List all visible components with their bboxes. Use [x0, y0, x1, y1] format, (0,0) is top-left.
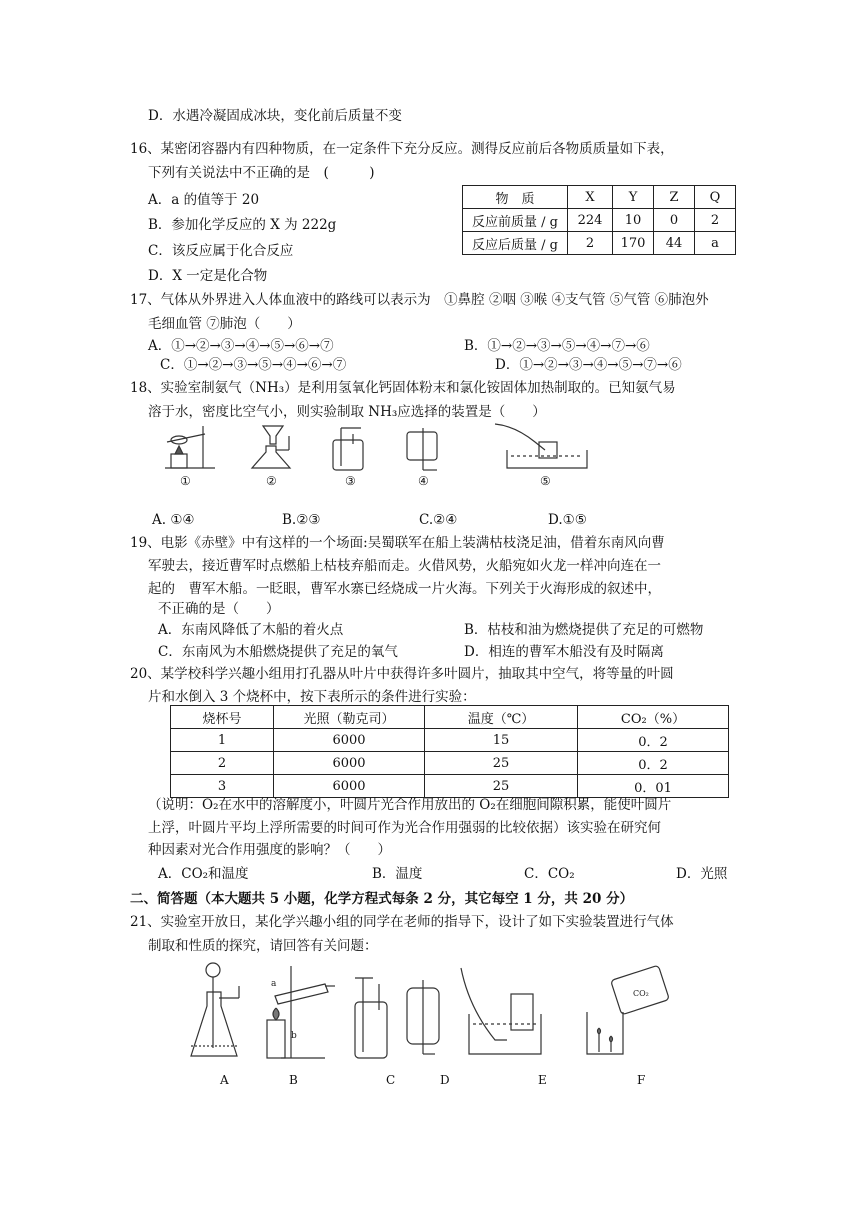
table-cell: 1: [171, 729, 274, 752]
q21-figure-label: F: [637, 1073, 646, 1087]
table-cell: 0．2: [578, 752, 729, 775]
q19-option-a: A．东南风降低了木船的着火点: [158, 622, 344, 638]
q19-option-b: B．枯枝和油为燃烧提供了充足的可燃物: [464, 622, 704, 638]
table-header-row: [171, 706, 729, 729]
q20-option-a: A．CO₂和温度: [158, 866, 249, 882]
q18-figure-label: ②: [266, 474, 277, 488]
q16-stem-line2: 下列有关说法中不正确的是 ( ): [148, 165, 375, 181]
table-cell: 44: [654, 232, 695, 255]
table-cell: 反应后质量 / g: [463, 232, 568, 255]
table-cell: 2: [568, 232, 613, 255]
q21-co2-label: CO₂: [633, 989, 649, 998]
q20-stem-line1: 20、某学校科学兴趣小组用打孔器从叶片中获得许多叶圆片，抽取其中空气，将等量的叶圆: [130, 666, 674, 682]
table-cell: a: [695, 232, 736, 255]
table-header-cell: 物 质: [463, 186, 568, 209]
table-row: [463, 209, 736, 232]
table-header-cell: 烧杯号: [171, 706, 274, 729]
q20-stem-line2: 片和水倒入 3 个烧杯中，按下表所示的条件进行实验：: [148, 689, 476, 705]
table-cell: 0．01: [578, 775, 729, 798]
q20-experiment-table: [170, 705, 729, 798]
table-header-cell: 温度（℃）: [425, 706, 578, 729]
table-row: [171, 752, 729, 775]
q19-stem-line2: 军驶去，接近曹军时点燃船上枯枝弃船而走。火借风势，火船宛如火龙一样冲向连在一: [148, 558, 661, 574]
table-cell: 2: [171, 752, 274, 775]
q21-figure-label: C: [386, 1073, 396, 1087]
table-cell: 0．2: [578, 729, 729, 752]
table-cell: 6000: [274, 729, 425, 752]
table-cell: 6000: [274, 775, 425, 798]
table-header-cell: Y: [613, 186, 654, 209]
q17-stem-line2: 毛细血管 ⑦肺泡（ ）: [148, 316, 301, 332]
table-cell: 25: [425, 775, 578, 798]
q16-option-a: A．a 的值等于 20: [148, 192, 260, 208]
q17-option-d: D．①→②→③→④→⑤→⑦→⑥: [495, 357, 682, 373]
q21-stem-line2: 制取和性质的探究，请回答有关问题：: [148, 938, 378, 954]
q16-option-b: B．参加化学反应的 X 为 222g: [148, 217, 337, 233]
section-heading: 二、简答题（本大题共 5 小题，化学方程式每条 2 分，其它每空 1 分，共 20 分）: [130, 891, 634, 907]
table-header-cell: 光照（勒克司）: [274, 706, 425, 729]
q15-option-d: D．水遇冷凝固成冰块，变化前后质量不变: [148, 108, 402, 124]
table-header-cell: Q: [695, 186, 736, 209]
q18-option-c: C.②④: [419, 512, 458, 528]
table-cell: 10: [613, 209, 654, 232]
q19-stem-line1: 19、电影《赤壁》中有这样的一个场面:吴蜀联军在船上装满枯枝浇足油，借着东南风向曹: [130, 535, 665, 551]
q19-option-d: D．相连的曹军木船没有及时隔离: [464, 644, 664, 660]
q18-option-a: A. ①④: [152, 512, 195, 528]
q20-note-line2: 上浮，叶圆片平均上浮所需要的时间可作为光合作用强弱的比较依据）该实验在研究何: [148, 820, 661, 836]
table-cell: 15: [425, 729, 578, 752]
q17-stem-line1: 17、气体从外界进入人体血液中的路线可以表示为 ①鼻腔 ②咽 ③喉 ④支气管 ⑤气管 ⑥肺泡外: [130, 292, 709, 308]
q16-mass-table: [462, 185, 736, 255]
q21-figure-label: B: [289, 1073, 298, 1087]
table-header-cell: Z: [654, 186, 695, 209]
q20-note-line1: （说明：O₂在水中的溶解度小，叶圆片光合作用放出的 O₂在细胞间隙积累，能使叶圆片: [148, 797, 672, 813]
q16-option-d: D．X 一定是化合物: [148, 268, 268, 284]
q17-option-c: C．①→②→③→⑤→④→⑥→⑦: [160, 357, 347, 373]
q18-apparatus-figure: [155, 420, 595, 488]
q21-label-b: b: [291, 1031, 297, 1041]
table-header-row: [463, 186, 736, 209]
table-cell: 3: [171, 775, 274, 798]
table-cell: 170: [613, 232, 654, 255]
q20-option-c: C．CO₂: [524, 866, 575, 882]
table-row: [463, 232, 736, 255]
q17-option-a: A．①→②→③→④→⑤→⑥→⑦: [148, 338, 334, 354]
q21-stem-line1: 21、实验室开放日，某化学兴趣小组的同学在老师的指导下，设计了如下实验装置进行气体: [130, 914, 674, 930]
q18-figure-label: ④: [418, 474, 429, 488]
q21-figure-label: A: [220, 1073, 229, 1087]
q19-option-c: C．东南风为木船燃烧提供了充足的氧气: [158, 644, 398, 660]
q21-label-a: a: [271, 979, 277, 989]
q21-figure-label: D: [440, 1073, 450, 1087]
q18-option-b: B.②③: [282, 512, 321, 528]
table-cell: 6000: [274, 752, 425, 775]
q16-stem-line1: 16、某密闭容器内有四种物质，在一定条件下充分反应。测得反应前后各物质质量如下表，: [130, 141, 674, 157]
q16-option-c: C．该反应属于化合反应: [148, 243, 294, 259]
table-cell: 2: [695, 209, 736, 232]
q18-figure-label: ⑤: [540, 474, 551, 488]
q18-figure-label: ①: [180, 474, 191, 488]
q19-stem-line3: 起的 曹军木船。一眨眼，曹军水寨已经烧成一片火海。下列关于火海形成的叙述中，: [148, 581, 661, 597]
q18-option-d: D.①⑤: [548, 512, 587, 528]
table-row: [171, 729, 729, 752]
q20-option-b: B．温度: [372, 866, 423, 882]
table-row: [171, 775, 729, 798]
q17-option-b: B．①→②→③→⑤→④→⑦→⑥: [464, 338, 650, 354]
q18-stem-line2: 溶于水，密度比空气小，则实验制取 NH₃应选择的装置是（ ）: [148, 404, 546, 420]
q20-option-d: D．光照: [676, 866, 728, 882]
q21-figure-label: E: [538, 1073, 547, 1087]
q18-figure-label: ③: [345, 474, 356, 488]
table-cell: 反应前质量 / g: [463, 209, 568, 232]
q18-stem-line1: 18、实验室制氨气（NH₃）是利用氢氧化钙固体粉末和氯化铵固体加热制取的。已知氨气易: [130, 380, 676, 396]
q19-stem-line4: 不正确的是（ ）: [158, 601, 280, 617]
table-cell: 25: [425, 752, 578, 775]
q21-apparatus-figure: [185, 958, 685, 1068]
q20-note-line3: 种因素对光合作用强度的影响？（ ）: [148, 842, 391, 858]
table-header-cell: X: [568, 186, 613, 209]
table-header-cell: CO₂（%）: [578, 706, 729, 729]
table-cell: 0: [654, 209, 695, 232]
table-cell: 224: [568, 209, 613, 232]
